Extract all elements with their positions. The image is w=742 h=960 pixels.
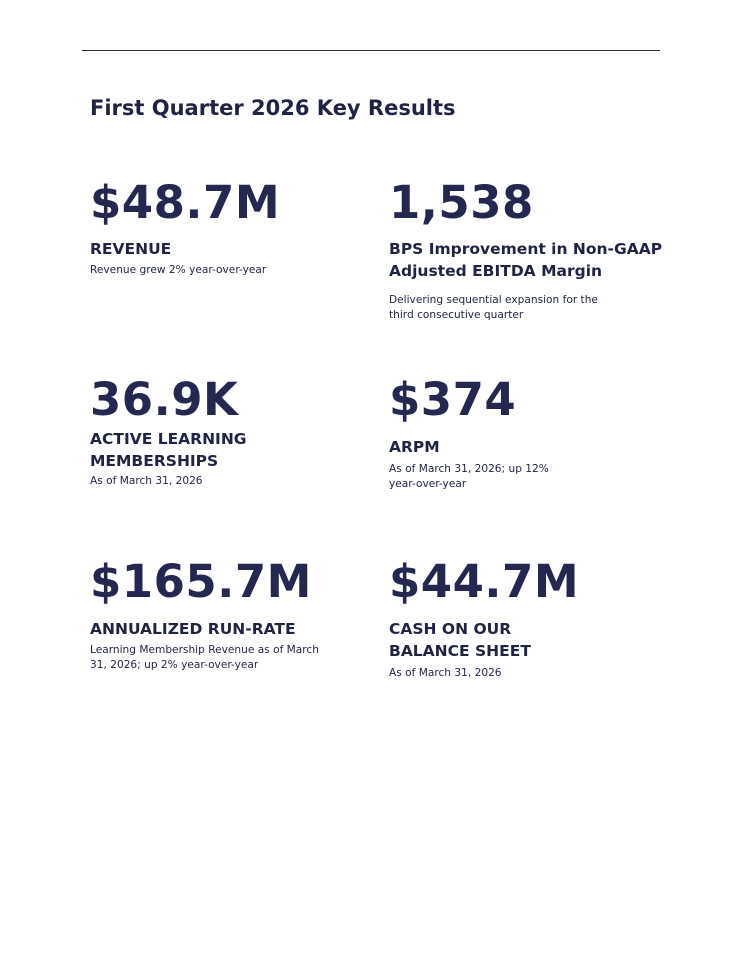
metric-label: BPS Improvement in Non-GAAP Adjusted EBITDA Margin [389, 240, 663, 280]
metric-description: As of March 31, 2026 [90, 475, 203, 487]
metric-active-memberships [90, 373, 358, 489]
metric-value: $374 [389, 373, 517, 426]
metric-description: As of March 31, 2026; up 12% year-over-year [389, 463, 549, 490]
metric-label: ACTIVE LEARNING MEMBERSHIPS [90, 430, 247, 470]
metric-value: $165.7M [90, 555, 312, 608]
metric-description: Revenue grew 2% year-over-year [90, 264, 267, 276]
metric-label: REVENUE [90, 240, 172, 258]
metric-revenue [90, 176, 358, 278]
metric-label: ANNUALIZED RUN-RATE [90, 620, 296, 638]
metric-value: 36.9K [90, 373, 239, 426]
metric-description: Learning Membership Revenue as of March 31, 2026; up 2% year-over-year [90, 644, 319, 671]
metric-description: Delivering sequential expansion for the third consecutive quarter [389, 294, 598, 321]
top-divider [82, 50, 660, 51]
metric-cash-balance [389, 555, 689, 681]
metric-label: CASH ON OUR BALANCE SHEET [389, 620, 531, 660]
metric-value: $48.7M [90, 176, 281, 229]
metric-arpm [389, 373, 689, 492]
metric-value: 1,538 [389, 176, 534, 229]
metric-bps-improvement [389, 176, 689, 323]
metric-annualized-run-rate [90, 555, 358, 673]
metric-value: $44.7M [389, 555, 580, 608]
metric-label: ARPM [389, 438, 440, 456]
metric-description: As of March 31, 2026 [389, 667, 502, 679]
page-title: First Quarter 2026 Key Results [90, 96, 456, 120]
